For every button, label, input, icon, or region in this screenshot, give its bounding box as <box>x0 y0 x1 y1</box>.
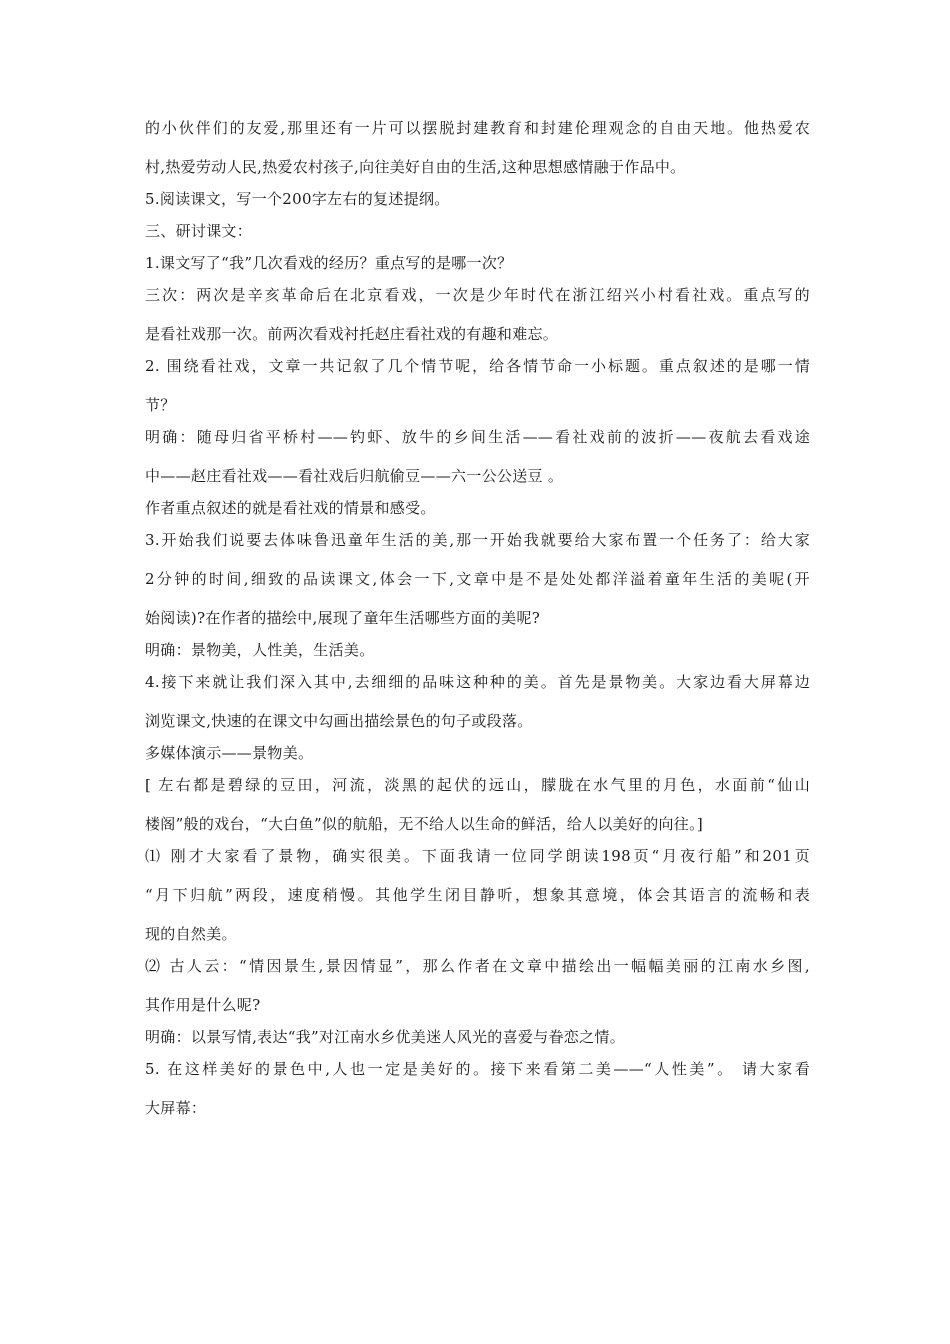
text-line: ⑴ 刚才大家看了景物，确实很美。下面我请一位同学朗读198页“月夜行船”和201页 <box>145 847 810 865</box>
text-line: 作者重点叙述的就是看社戏的情景和感受。 <box>145 499 436 517</box>
text-line: [ 左右都是碧绿的豆田，河流，淡黑的起伏的远山，朦胧在水气里的月色，水面前“仙山 <box>145 776 810 794</box>
text-line: 中——赵庄看社戏——看社戏后归航偷豆——六一公公送豆 。 <box>145 467 564 485</box>
text-line: 现的自然美。 <box>145 925 237 943</box>
text-line: 的小伙伴们的友爱,那里还有一片可以摆脱封建教育和封建伦理观念的自由天地。他热爱农 <box>145 119 810 137</box>
text-line: 明确：随母归省平桥村——钓虾、放牛的乡间生活——看社戏前的波折——夜航去看戏途 <box>145 428 810 446</box>
text-line: 村,热爱劳动人民,热爱农村孩子,向往美好自由的生活,这种思想感情融于作品中。 <box>145 158 686 176</box>
text-line: 明确：以景写情,表达“我”对江南水乡优美迷人风光的喜爱与眷恋之情。 <box>145 1028 626 1046</box>
text-line: 5.阅读课文，写一个200字左右的复述提纲。 <box>145 190 450 208</box>
text-line: 浏览课文,快速的在课文中勾画出描绘景色的句子或段落。 <box>145 712 533 730</box>
text-line: 节？ <box>145 396 176 414</box>
text-line: “月下归航”两段，速度稍慢。其他学生闭目静听，想象其意境，体会其语言的流畅和表 <box>145 886 810 904</box>
text-line: 楼阁”般的戏台，“大白鱼”似的航船，无不给人以生命的鲜活，给人以美好的向往。] <box>145 815 704 833</box>
text-line: 4.接下来就让我们深入其中,去细细的品味这种种的美。首先是景物美。大家边看大屏幕边 <box>145 673 810 691</box>
text-line: 多媒体演示——景物美。 <box>145 744 314 762</box>
text-line: 2. 围绕看社戏，文章一共记叙了几个情节呢，给各情节命一小标题。重点叙述的是哪一情 <box>145 357 810 375</box>
text-line: 2分钟的时间,细致的品读课文,体会一下,文章中是不是处处都洋溢着童年生活的美呢(开 <box>145 570 810 588</box>
text-line: 始阅读)?在作者的描绘中,展现了童年生活哪些方面的美呢? <box>145 609 541 627</box>
text-line: ⑵ 古人云：“情因景生,景因情显”，那么作者在文章中描绘出一幅幅美丽的江南水乡图, <box>145 957 810 975</box>
text-line: 是看社戏那一次。前两次看戏衬托赵庄看社戏的有趣和难忘。 <box>145 325 559 343</box>
text-line: 1.课文写了“我”几次看戏的经历？重点写的是哪一次？ <box>145 254 513 272</box>
text-line: 5. 在这样美好的景色中,人也一定是美好的。接下来看第二美——“人性美”。 请大家看 <box>145 1060 810 1078</box>
text-line: 大屏幕： <box>145 1099 207 1117</box>
text-line: 3.开始我们说要去体味鲁迅童年生活的美,那一开始我就要给大家布置一个任务了：给大家 <box>145 531 810 549</box>
text-line: 三次：两次是辛亥革命后在北京看戏，一次是少年时代在浙江绍兴小村看社戏。重点写的 <box>145 286 810 304</box>
document-body <box>145 118 810 1118</box>
text-line: 其作用是什么呢? <box>145 996 261 1014</box>
text-line: 三、研讨课文： <box>145 222 253 240</box>
text-line: 明确：景物美，人性美，生活美。 <box>145 641 375 659</box>
